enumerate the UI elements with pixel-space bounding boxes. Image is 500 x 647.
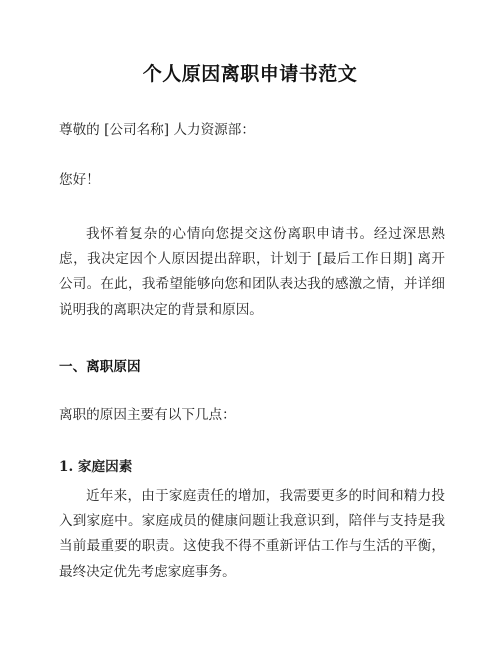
family-factors-paragraph: 近年来，由于家庭责任的增加，我需要更多的时间和精力投入到家庭中。家庭成员的健康问题让我意识到，陪伴与支持是我当前最重要的职责。这使我不得不重新评估工作与生活的平衡，最终决定优先考虑家庭事务。 xyxy=(59,488,445,580)
greeting: 您好！ xyxy=(59,172,100,188)
document-title: 个人原因离职申请书范文 xyxy=(142,63,358,85)
section-heading-reasons: 一、离职原因 xyxy=(59,359,141,375)
section-lead: 离职的原因主要有以下几点： xyxy=(59,407,236,423)
intro-paragraph: 我怀着复杂的心情向您提交这份离职申请书。经过深思熟虑，我决定因个人原因提出辞职，计划于 [最后工作日期] 离开公司。在此，我希望能够向您和团队表达我的感激之情，并详细说明我的离职决定的背景和原因。 xyxy=(59,226,445,318)
subheading-family-factors: 1. 家庭因素 xyxy=(59,459,133,475)
salutation: 尊敬的 [公司名称] 人力资源部： xyxy=(59,122,255,138)
